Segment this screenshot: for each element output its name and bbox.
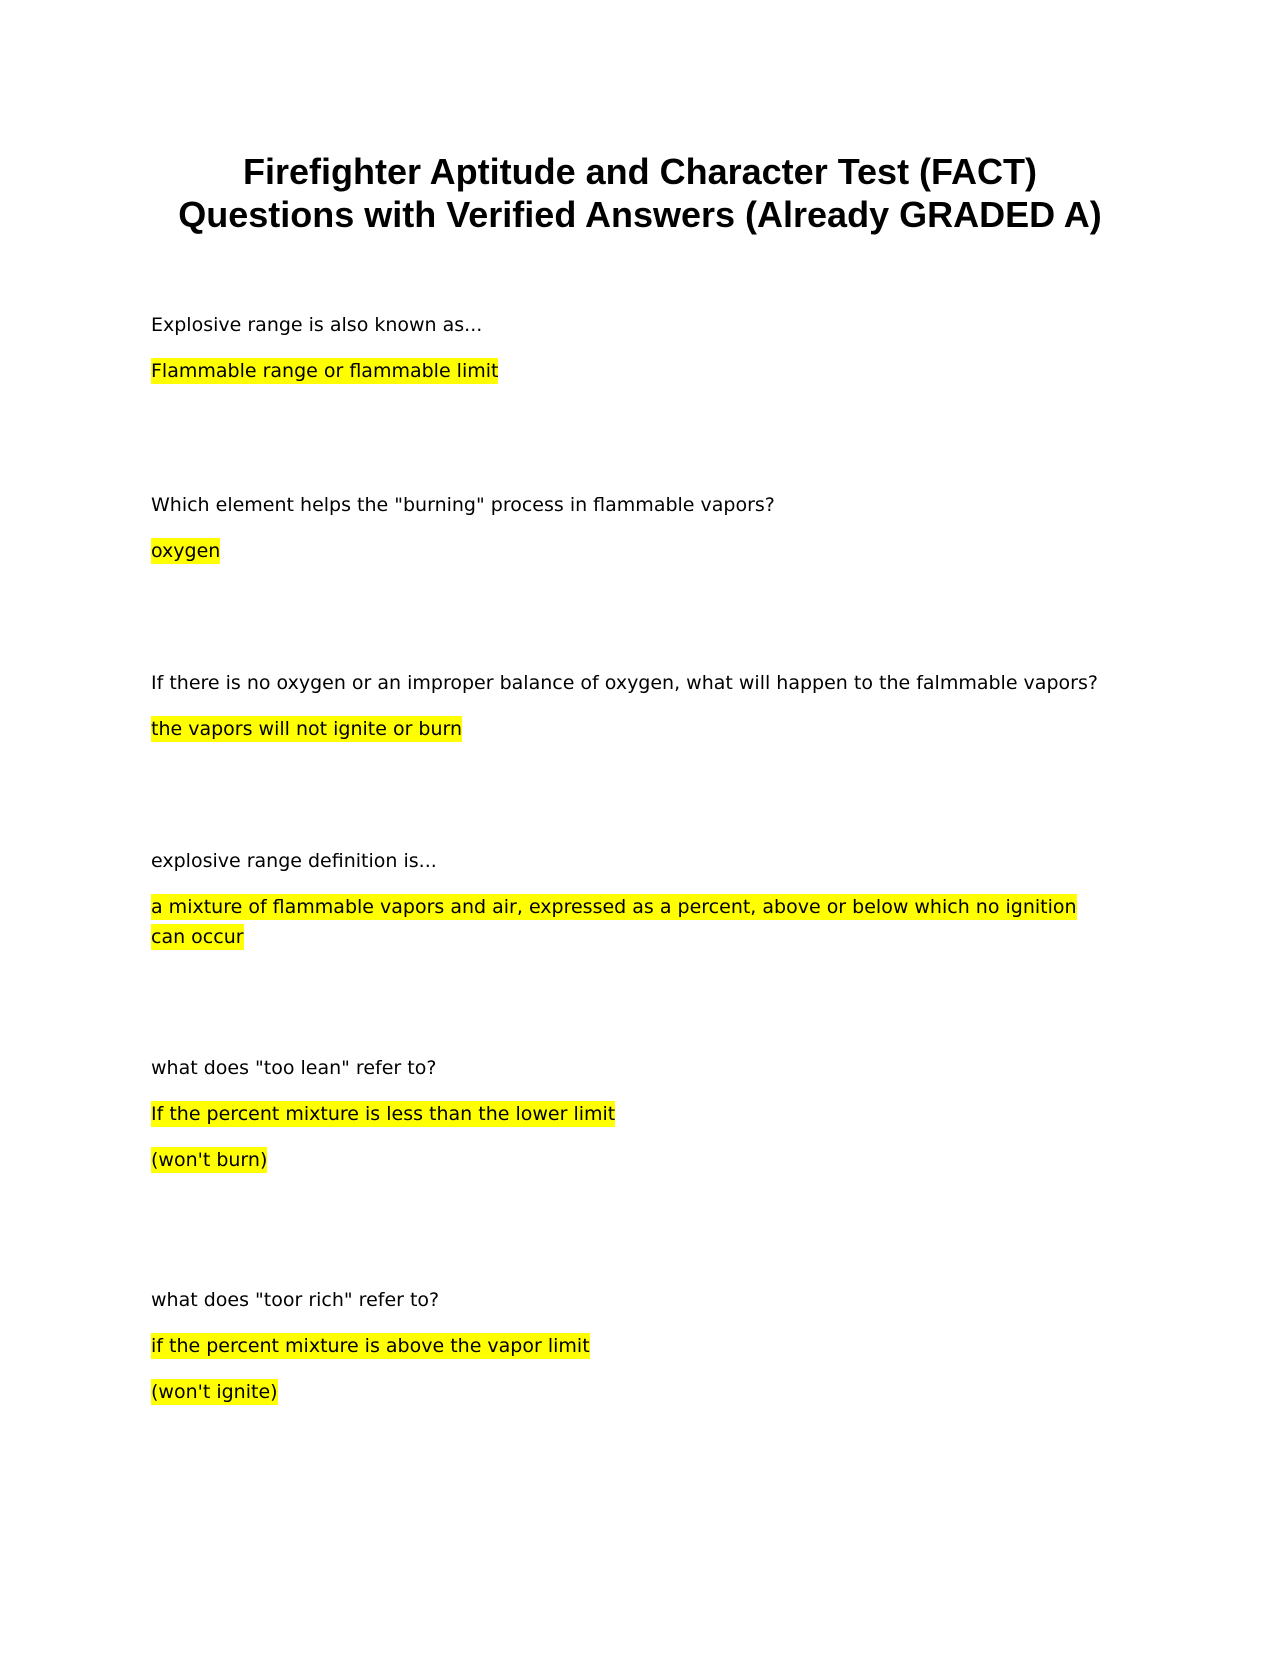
- answer-highlight: (won't burn): [151, 1149, 268, 1171]
- qa-item-2: [151, 490, 1151, 566]
- qa-item-4: [151, 846, 1151, 952]
- answer-highlight: If the percent mixture is less than the lower limit: [151, 1103, 616, 1125]
- qa-item-3: [151, 668, 1151, 744]
- question-text: explosive range definition is...: [151, 850, 437, 872]
- answer-block: [151, 1331, 1151, 1407]
- title-line-2: Questions with Verified Answers (Already GRADED A): [178, 194, 1102, 235]
- qa-item-5: [151, 1053, 1151, 1175]
- answer-block: [151, 714, 1151, 744]
- qa-item-6: [151, 1285, 1151, 1407]
- answer-block: [151, 892, 1151, 952]
- question-text: what does "toor rich" refer to?: [151, 1289, 440, 1311]
- answer-block: [151, 1099, 1151, 1175]
- title-line-1: Firefighter Aptitude and Character Test (FACT): [242, 151, 1038, 192]
- answer-highlight: if the percent mixture is above the vapor limit: [151, 1335, 590, 1357]
- answer-highlight: (won't ignite): [151, 1381, 278, 1403]
- answer-block: [151, 536, 1151, 566]
- question-text: Explosive range is also known as...: [151, 314, 483, 336]
- qa-item-1: [151, 310, 1151, 386]
- answer-block: [151, 356, 1151, 386]
- question-text: Which element helps the "burning" process in flammable vapors?: [151, 494, 775, 516]
- answer-highlight: the vapors will not ignite or burn: [151, 718, 463, 740]
- answer-highlight: oxygen: [151, 540, 221, 562]
- answer-highlight: Flammable range or flammable limit: [151, 360, 499, 382]
- document-title: [0, 150, 1280, 236]
- answer-highlight: a mixture of flammable vapors and air, expressed as a percent, above or below which no ignition can occur: [151, 896, 1077, 948]
- question-text: If there is no oxygen or an improper balance of oxygen, what will happen to the falmmable vapors?: [151, 672, 1098, 694]
- question-text: what does "too lean" refer to?: [151, 1057, 437, 1079]
